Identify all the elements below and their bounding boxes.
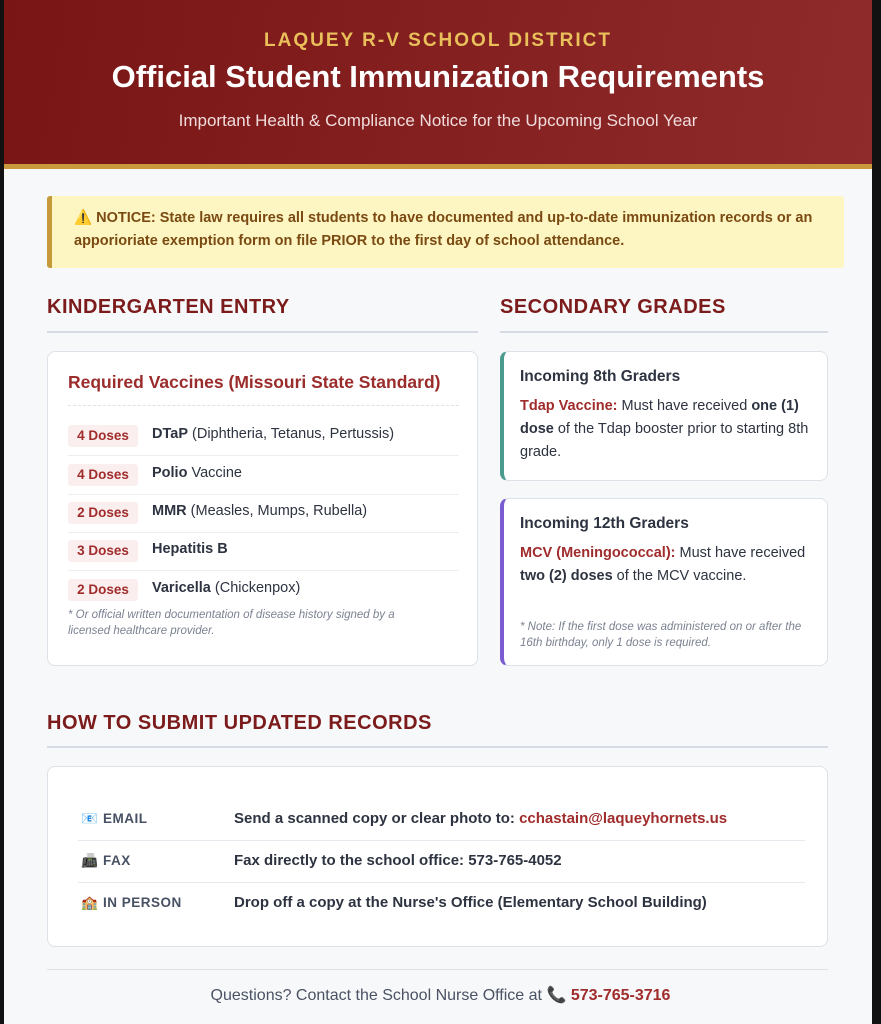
card-title: Required Vaccines (Missouri State Standard) (68, 372, 441, 392)
district-name: LAQUEY R-V SCHOOL DISTRICT (264, 30, 612, 51)
section-divider (47, 331, 478, 333)
vaccine-name: Hepatitis B (152, 541, 228, 557)
grade12-requirement: MCV (Meningococcal): Must have received two (2) doses of the MCV vaccine. (520, 545, 806, 584)
kindergarten-footnote: * Or official written documentation of disease history signed by a licensed healthcare provider. (68, 609, 395, 637)
vaccine-row (68, 417, 459, 456)
notice-banner (47, 196, 844, 268)
method-label: 📧 EMAIL (81, 811, 148, 826)
grade8-requirement: Tdap Vaccine: Must have received one (1) dose of the Tdap booster prior to starting 8th grade. (520, 398, 809, 460)
kindergarten-section-title: KINDERGARTEN ENTRY (47, 296, 290, 318)
method-label: 🏫 IN PERSON (81, 895, 182, 910)
method-instruction: Send a scanned copy or clear photo to: cchastain@laqueyhornets.us (234, 810, 728, 827)
vaccine-row (68, 532, 459, 571)
dose-badge: 4 Doses (68, 464, 138, 486)
footer-divider (47, 969, 828, 970)
method-label: 📠 FAX (81, 853, 131, 868)
submit-section-title: HOW TO SUBMIT UPDATED RECORDS (47, 712, 432, 734)
page-title: Official Student Immunization Requirements (111, 59, 765, 94)
notice-text: NOTICE: State law requires all students to have documented and up-to-date immunization records or an apporioriate exemption form on file PRIOR to the first day of school attendance. (74, 210, 813, 249)
grade12-note: * Note: If the first dose was administered on or after the 16th birthday, only 1 dose is required. (520, 621, 802, 649)
dose-badge: 2 Doses (68, 579, 138, 601)
submit-row-in-person (78, 883, 805, 924)
method-instruction: Drop off a copy at the Nurse's Office (Elementary School Building) (234, 894, 707, 911)
grade12-card (500, 498, 828, 666)
grade8-card (500, 351, 828, 481)
warning-icon: ⚠️ (74, 210, 93, 226)
kindergarten-card (47, 351, 478, 666)
footer-text: Questions? Contact the School Nurse Office at (210, 987, 547, 1004)
submit-row-fax (78, 841, 805, 883)
page-header (4, 0, 872, 169)
method-instruction: Fax directly to the school office: 573-765-4052 (234, 852, 562, 869)
vaccine-row (68, 494, 459, 533)
vaccine-name: MMR (Measles, Mumps, Rubella) (152, 503, 368, 519)
school-icon: 🏫 (81, 895, 99, 910)
phone-icon: 📞 (546, 987, 567, 1004)
vaccine-name: DTaP (Diphtheria, Tetanus, Pertussis) (152, 426, 395, 442)
phone-number[interactable]: 573-765-3716 (570, 987, 671, 1004)
page-subtitle: Important Health & Compliance Notice for the Upcoming School Year (178, 111, 698, 130)
vaccine-name: Polio Vaccine (152, 465, 242, 481)
vaccine-row (68, 571, 459, 609)
grade8-title: Incoming 8th Graders (520, 368, 681, 385)
grade12-title: Incoming 12th Graders (520, 515, 689, 532)
section-divider (47, 746, 828, 748)
vaccine-row (68, 456, 459, 495)
vaccine-name: Varicella (Chickenpox) (152, 580, 301, 596)
submit-row-email (78, 799, 805, 841)
divider (68, 405, 459, 406)
footer (0, 985, 881, 1005)
fax-icon: 📠 (81, 853, 99, 868)
dose-badge: 4 Doses (68, 425, 138, 447)
section-divider (500, 331, 828, 333)
right-border (872, 0, 881, 1024)
dose-badge: 2 Doses (68, 502, 138, 524)
email-icon: 📧 (81, 811, 99, 826)
dose-badge: 3 Doses (68, 540, 138, 562)
submit-card (47, 766, 828, 947)
email-link[interactable]: cchastain@laqueyhornets.us (519, 810, 728, 827)
secondary-section-title: SECONDARY GRADES (500, 296, 726, 318)
